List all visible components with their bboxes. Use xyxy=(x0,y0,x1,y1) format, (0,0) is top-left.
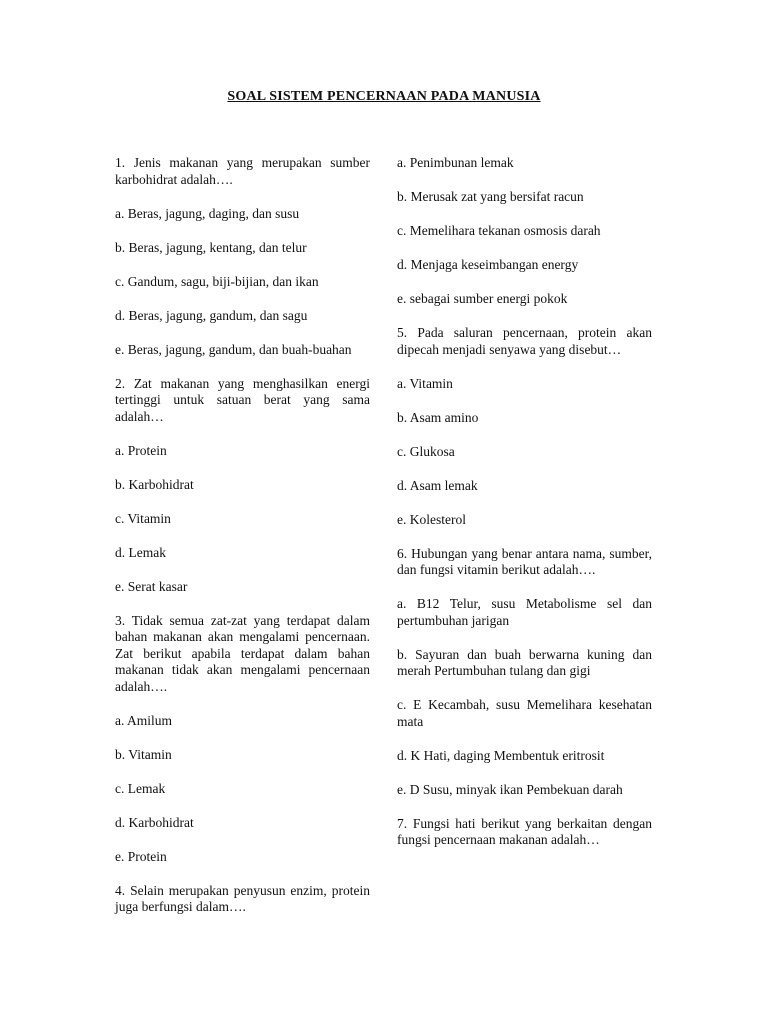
question-1: 1. Jenis makanan yang merupakan sumber karbohidrat adalah…. xyxy=(115,155,370,187)
option-2a: a. Protein xyxy=(115,442,167,458)
option-6a: a. B12 Telur, susu Metabolisme sel dan pertumbuhan jarigan xyxy=(397,596,652,628)
option-3c: c. Lemak xyxy=(115,780,166,796)
option-4e: e. sebagai sumber energi pokok xyxy=(397,291,568,306)
option-2b: b. Karbohidrat xyxy=(115,476,194,492)
option-1e: e. Beras, jagung, gandum, dan buah-buahan xyxy=(115,341,352,357)
option-5b: b. Asam amino xyxy=(397,409,479,425)
option-3d: d. Karbohidrat xyxy=(115,814,194,830)
left-column xyxy=(115,155,370,933)
right-column xyxy=(397,155,652,866)
option-4a: a. Penimbunan lemak xyxy=(397,155,514,170)
option-6b: b. Sayuran dan buah berwarna kuning dan merah Pertumbuhan tulang dan gigi xyxy=(397,646,652,678)
question-5: 5. Pada saluran pencernaan, protein akan dipecah menjadi senyawa yang disebut… xyxy=(397,325,652,357)
option-6d: d. K Hati, daging Membentuk eritrosit xyxy=(397,747,605,763)
question-4: 4. Selain merupakan penyusun enzim, protein juga berfungsi dalam…. xyxy=(115,882,370,914)
option-2e: e. Serat kasar xyxy=(115,578,188,594)
question-3: 3. Tidak semua zat-zat yang terdapat dalam bahan makanan akan mengalami pencernaan. Zat berikut apabila terdapat dalam bahan makanan tidak akan mengalami pencernaan adalah…. xyxy=(115,612,370,694)
page-title: SOAL SISTEM PENCERNAAN PADA MANUSIA xyxy=(227,89,541,104)
option-3b: b. Vitamin xyxy=(115,746,172,762)
question-2: 2. Zat makanan yang menghasilkan energi tertinggi untuk satuan berat yang sama adalah… xyxy=(115,375,370,424)
option-5d: d. Asam lemak xyxy=(397,477,478,493)
option-3e: e. Protein xyxy=(115,848,167,864)
option-5c: c. Glukosa xyxy=(397,443,455,459)
option-4b: b. Merusak zat yang bersifat racun xyxy=(397,189,584,204)
question-7: 7. Fungsi hati berikut yang berkaitan dengan fungsi pencernaan makanan adalah… xyxy=(397,815,652,847)
option-2c: c. Vitamin xyxy=(115,510,171,526)
option-2d: d. Lemak xyxy=(115,544,166,560)
option-6c: c. E Kecambah, susu Memelihara kesehatan mata xyxy=(397,697,652,729)
option-3a: a. Amilum xyxy=(115,712,172,728)
option-1b: b. Beras, jagung, kentang, dan telur xyxy=(115,239,307,255)
option-4d: d. Menjaga keseimbangan energy xyxy=(397,257,579,272)
option-1c: c. Gandum, sagu, biji-bijian, dan ikan xyxy=(115,273,319,289)
option-1d: d. Beras, jagung, gandum, dan sagu xyxy=(115,307,308,323)
option-5a: a. Vitamin xyxy=(397,375,453,391)
option-4c: c. Memelihara tekanan osmosis darah xyxy=(397,223,601,238)
option-5e: e. Kolesterol xyxy=(397,511,466,527)
option-6e: e. D Susu, minyak ikan Pembekuan darah xyxy=(397,781,623,797)
option-1a: a. Beras, jagung, daging, dan susu xyxy=(115,205,300,221)
question-6: 6. Hubungan yang benar antara nama, sumber, dan fungsi vitamin berikut adalah…. xyxy=(397,545,652,577)
